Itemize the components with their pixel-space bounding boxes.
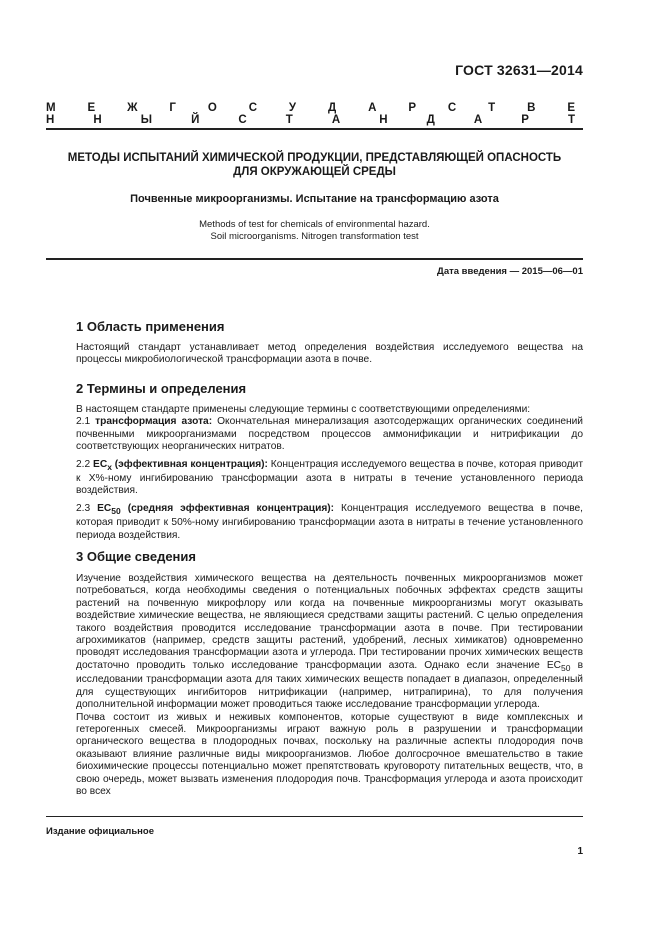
section-1-text [46, 342, 583, 367]
section-1-heading: 1 Область применения [76, 319, 225, 334]
term-2-1 [46, 416, 583, 453]
title-bottom-rule [46, 258, 583, 260]
title-line-2: ДЛЯ ОКРУЖАЮЩЕЙ СРЕДЫ [233, 166, 396, 178]
term-name-b: (средняя эффективная концентрация): [120, 502, 335, 514]
footer-rule [46, 816, 583, 817]
term-number: 2.2 [76, 458, 94, 470]
terms-intro: В настоящем стандарте применены следующие термины с соответствующими определениями: [76, 404, 531, 415]
term-number: 2.1 [76, 416, 96, 428]
term-name-b: (эффективная концентрация): [111, 458, 268, 470]
term-subscript: x [107, 461, 112, 472]
paragraph-2: Почва состоит из живых и неживых компонентов, которые существуют в виде комплексных и гетерогенных смесей. Микроорганизмы играют важную роль в разрушении и трансформации органического вещества в плодородных почвах, поскольку на различные аспекты плодородия почв оказывают влияние различные виды микроорганизмов. Любое долгосрочное вмешательство в такие биохимические процессы потенциально может препятствовать круговороту питательных веществ, что, в свою очередь, может вызвать изменения плодородия почв. Трансформация углерода и азота происходит во всех [76, 711, 583, 797]
term-name-a: EC [97, 502, 112, 514]
standard-type-text: М Е Ж Г О С У Д А Р С Т В Е Н Н Ы Й С Т А Н Д А Р Т [46, 102, 583, 126]
term-2-3 [46, 503, 583, 542]
title-line-1: МЕТОДЫ ИСПЫТАНИЙ ХИМИЧЕСКОЙ ПРОДУКЦИИ, ПРЕДСТАВЛЯЮЩЕЙ ОПАСНОСТЬ [67, 152, 562, 164]
introduction-date: Дата введения — 2015—06—01 [437, 266, 583, 277]
term-subscript: 50 [111, 505, 121, 516]
section-3-body [46, 573, 583, 798]
english-title-line-1: Methods of test for chemicals of environmental hazard. [199, 219, 430, 230]
document-subtitle: Почвенные микроорганизмы. Испытание на трансформацию азота [130, 193, 499, 205]
section-2-body [46, 404, 583, 542]
term-2-2 [46, 459, 583, 498]
english-title-line-2: Soil microorganisms. Nitrogen transformation test [210, 231, 419, 242]
term-definition: Концентрация исследуемого вещества в почве, которая приводит к Х%-ному ингибированию трансформации азота в нитраты в течение установленного периода воздействия. [76, 458, 583, 497]
term-definition: Концентрация исследуемого вещества в почве, которая приводит к 50%-ному ингибированию трансформации азота в нитраты в течение установленного периода воздействия. [76, 502, 583, 541]
document-title [46, 151, 583, 179]
top-rule [46, 128, 583, 130]
standard-code: ГОСТ 32631—2014 [455, 62, 583, 78]
edition-label: Издание официальное [46, 826, 154, 837]
section-2-heading: 2 Термины и определения [76, 381, 247, 396]
term-definition: Окончательная минерализация азотсодержащих органических соединений почвенными микроорганизмами посредством процессов аммонификации и нитрификации до соответствующих неорганических нитратов. [76, 416, 583, 453]
page-number: 1 [577, 846, 583, 857]
paragraph: Настоящий стандарт устанавливает метод определения воздействия исследуемого вещества на процессы микробиологической трансформации азота в почве. [76, 342, 583, 366]
paragraph-1-part-a: Изучение воздействия химического вещества на деятельность почвенных микроорганизмов может потребоваться, когда необходимы сведения о потенциальных побочных эффектах средств защиты растений на почвенную микрофлору или когда на почвенные микроорганизмы могут оказывать воздействие химические вещества, не являющиеся средствами защиты растений. С целью определения такого воздействия проводится исследование трансформации азота в почве. При тестировании агрохимикатов (например, средств защиты растений, удобрений, лесных химикатов) одновременно проводят исследования трансформации азота и углерода. При тестировании прочих химических веществ достаточно проводить только исследование трансформации азота. Однако если значение EC [76, 573, 583, 671]
section-3-heading: 3 Общие сведения [76, 549, 196, 564]
standard-type-heading [46, 102, 583, 126]
paragraph-1 [46, 573, 583, 712]
ec-subscript: 50 [561, 662, 571, 673]
term-name: трансформация азота: [95, 416, 213, 428]
term-number: 2.3 [76, 502, 98, 514]
paragraph-1-part-b: в исследовании трансформации азота для таких химических веществ попадает в диапазон, определенный для существующих ингибиторов нитрификации (например, нитрапирина), то для получения дополнительной информации может проводиться также исследование трансформации углерода. [76, 659, 583, 711]
term-name-a: EC [93, 458, 108, 470]
english-title [46, 219, 583, 243]
